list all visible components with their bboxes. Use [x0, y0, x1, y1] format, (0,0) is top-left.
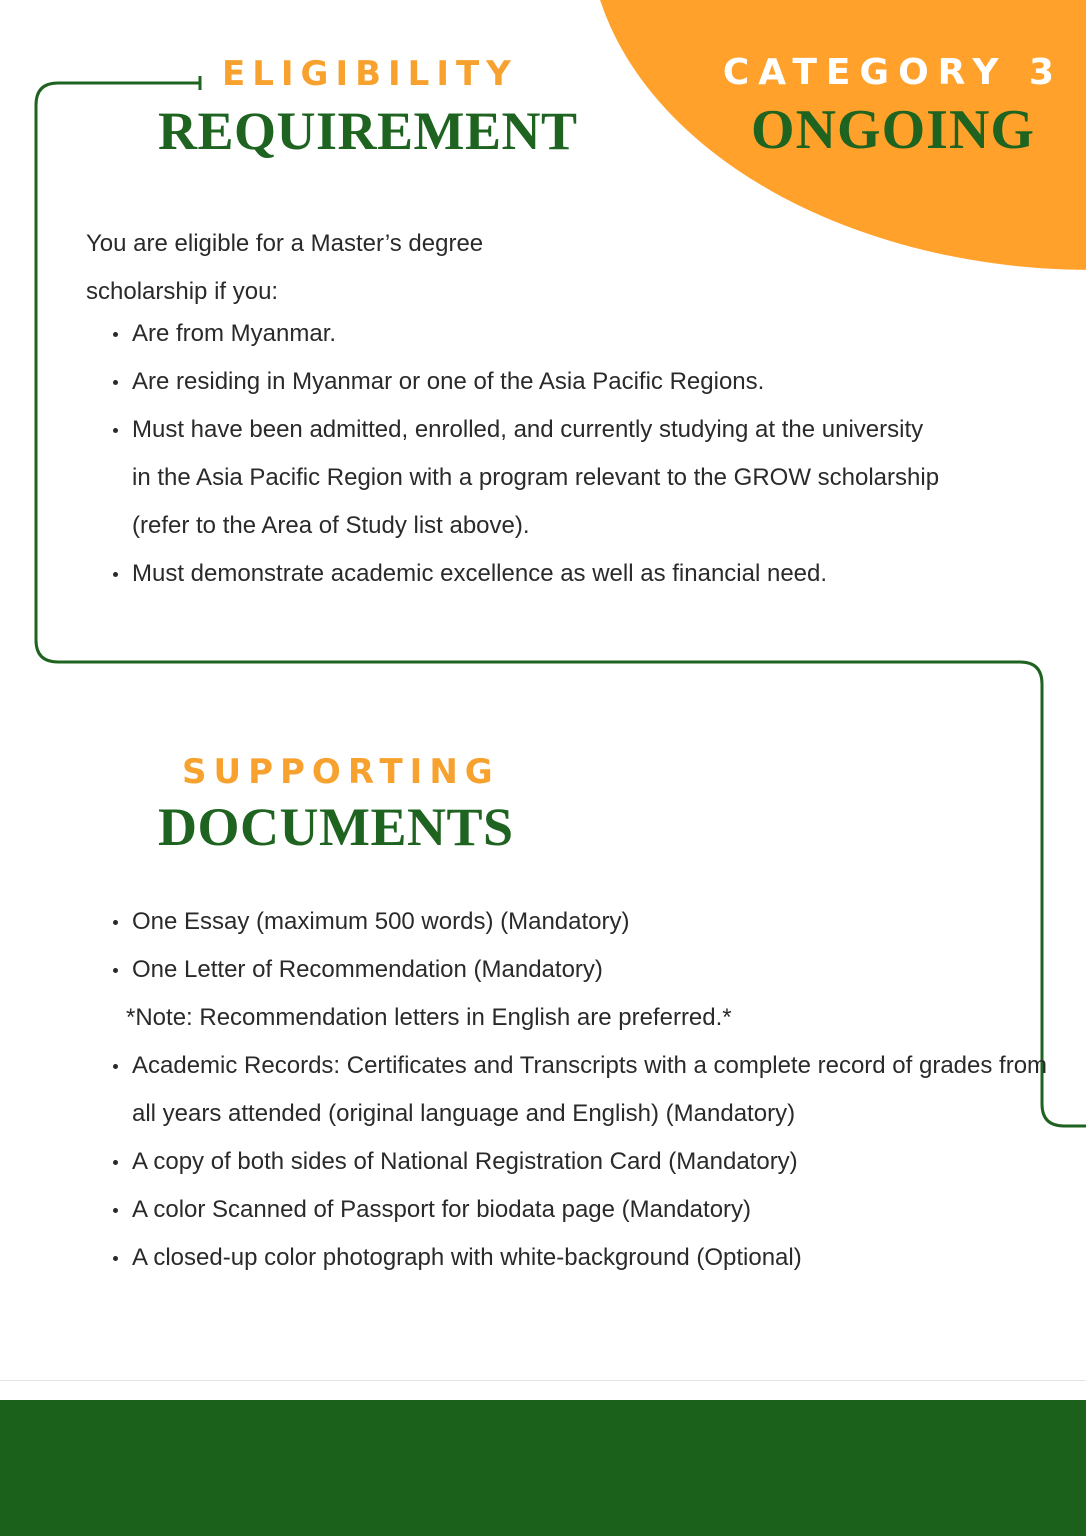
documents-heading: DOCUMENTS: [158, 797, 514, 857]
eligibility-kicker: ELIGIBILITY: [222, 54, 518, 94]
documents-kicker: SUPPORTING: [182, 752, 500, 792]
document-item: A copy of both sides of National Registration Card (Mandatory): [132, 1138, 1072, 1186]
footer-band: [0, 1400, 1086, 1536]
category-status: ONGOING: [751, 99, 1035, 161]
eligibility-item: Are from Myanmar.: [132, 310, 1032, 358]
document-item: A color Scanned of Passport for biodata page (Mandatory): [132, 1186, 1072, 1234]
eligibility-intro-line: scholarship if you:: [86, 278, 279, 305]
eligibility-item: Must have been admitted, enrolled, and currently studying at the university in the Asia Pacific Region with a program relevant to the GROW scholarship (refer to the Area of Study list above).: [132, 406, 942, 550]
document-note: *Note: Recommendation letters in English are preferred.*: [126, 1004, 732, 1031]
eligibility-intro-line: You are eligible for a Master’s degree: [86, 230, 484, 257]
eligibility-item: Must demonstrate academic excellence as well as financial need.: [132, 550, 1032, 598]
document-item: One Essay (maximum 500 words) (Mandatory): [132, 898, 1072, 946]
document-item: One Letter of Recommendation (Mandatory): [132, 946, 1072, 994]
eligibility-heading: REQUIREMENT: [158, 101, 578, 161]
document-item: Academic Records: Certificates and Transcripts with a complete record of grades from all years attended (original language and English) (Mandatory): [132, 1042, 1072, 1138]
category-label: CATEGORY 3: [722, 52, 1064, 93]
eligibility-item: Are residing in Myanmar or one of the Asia Pacific Regions.: [132, 358, 1032, 406]
document-item: A closed-up color photograph with white-background (Optional): [132, 1234, 1072, 1282]
eligibility-intro: [86, 220, 526, 316]
footer-divider: [0, 1380, 1086, 1381]
eligibility-list: [86, 310, 1032, 598]
documents-list: [86, 898, 1072, 1282]
